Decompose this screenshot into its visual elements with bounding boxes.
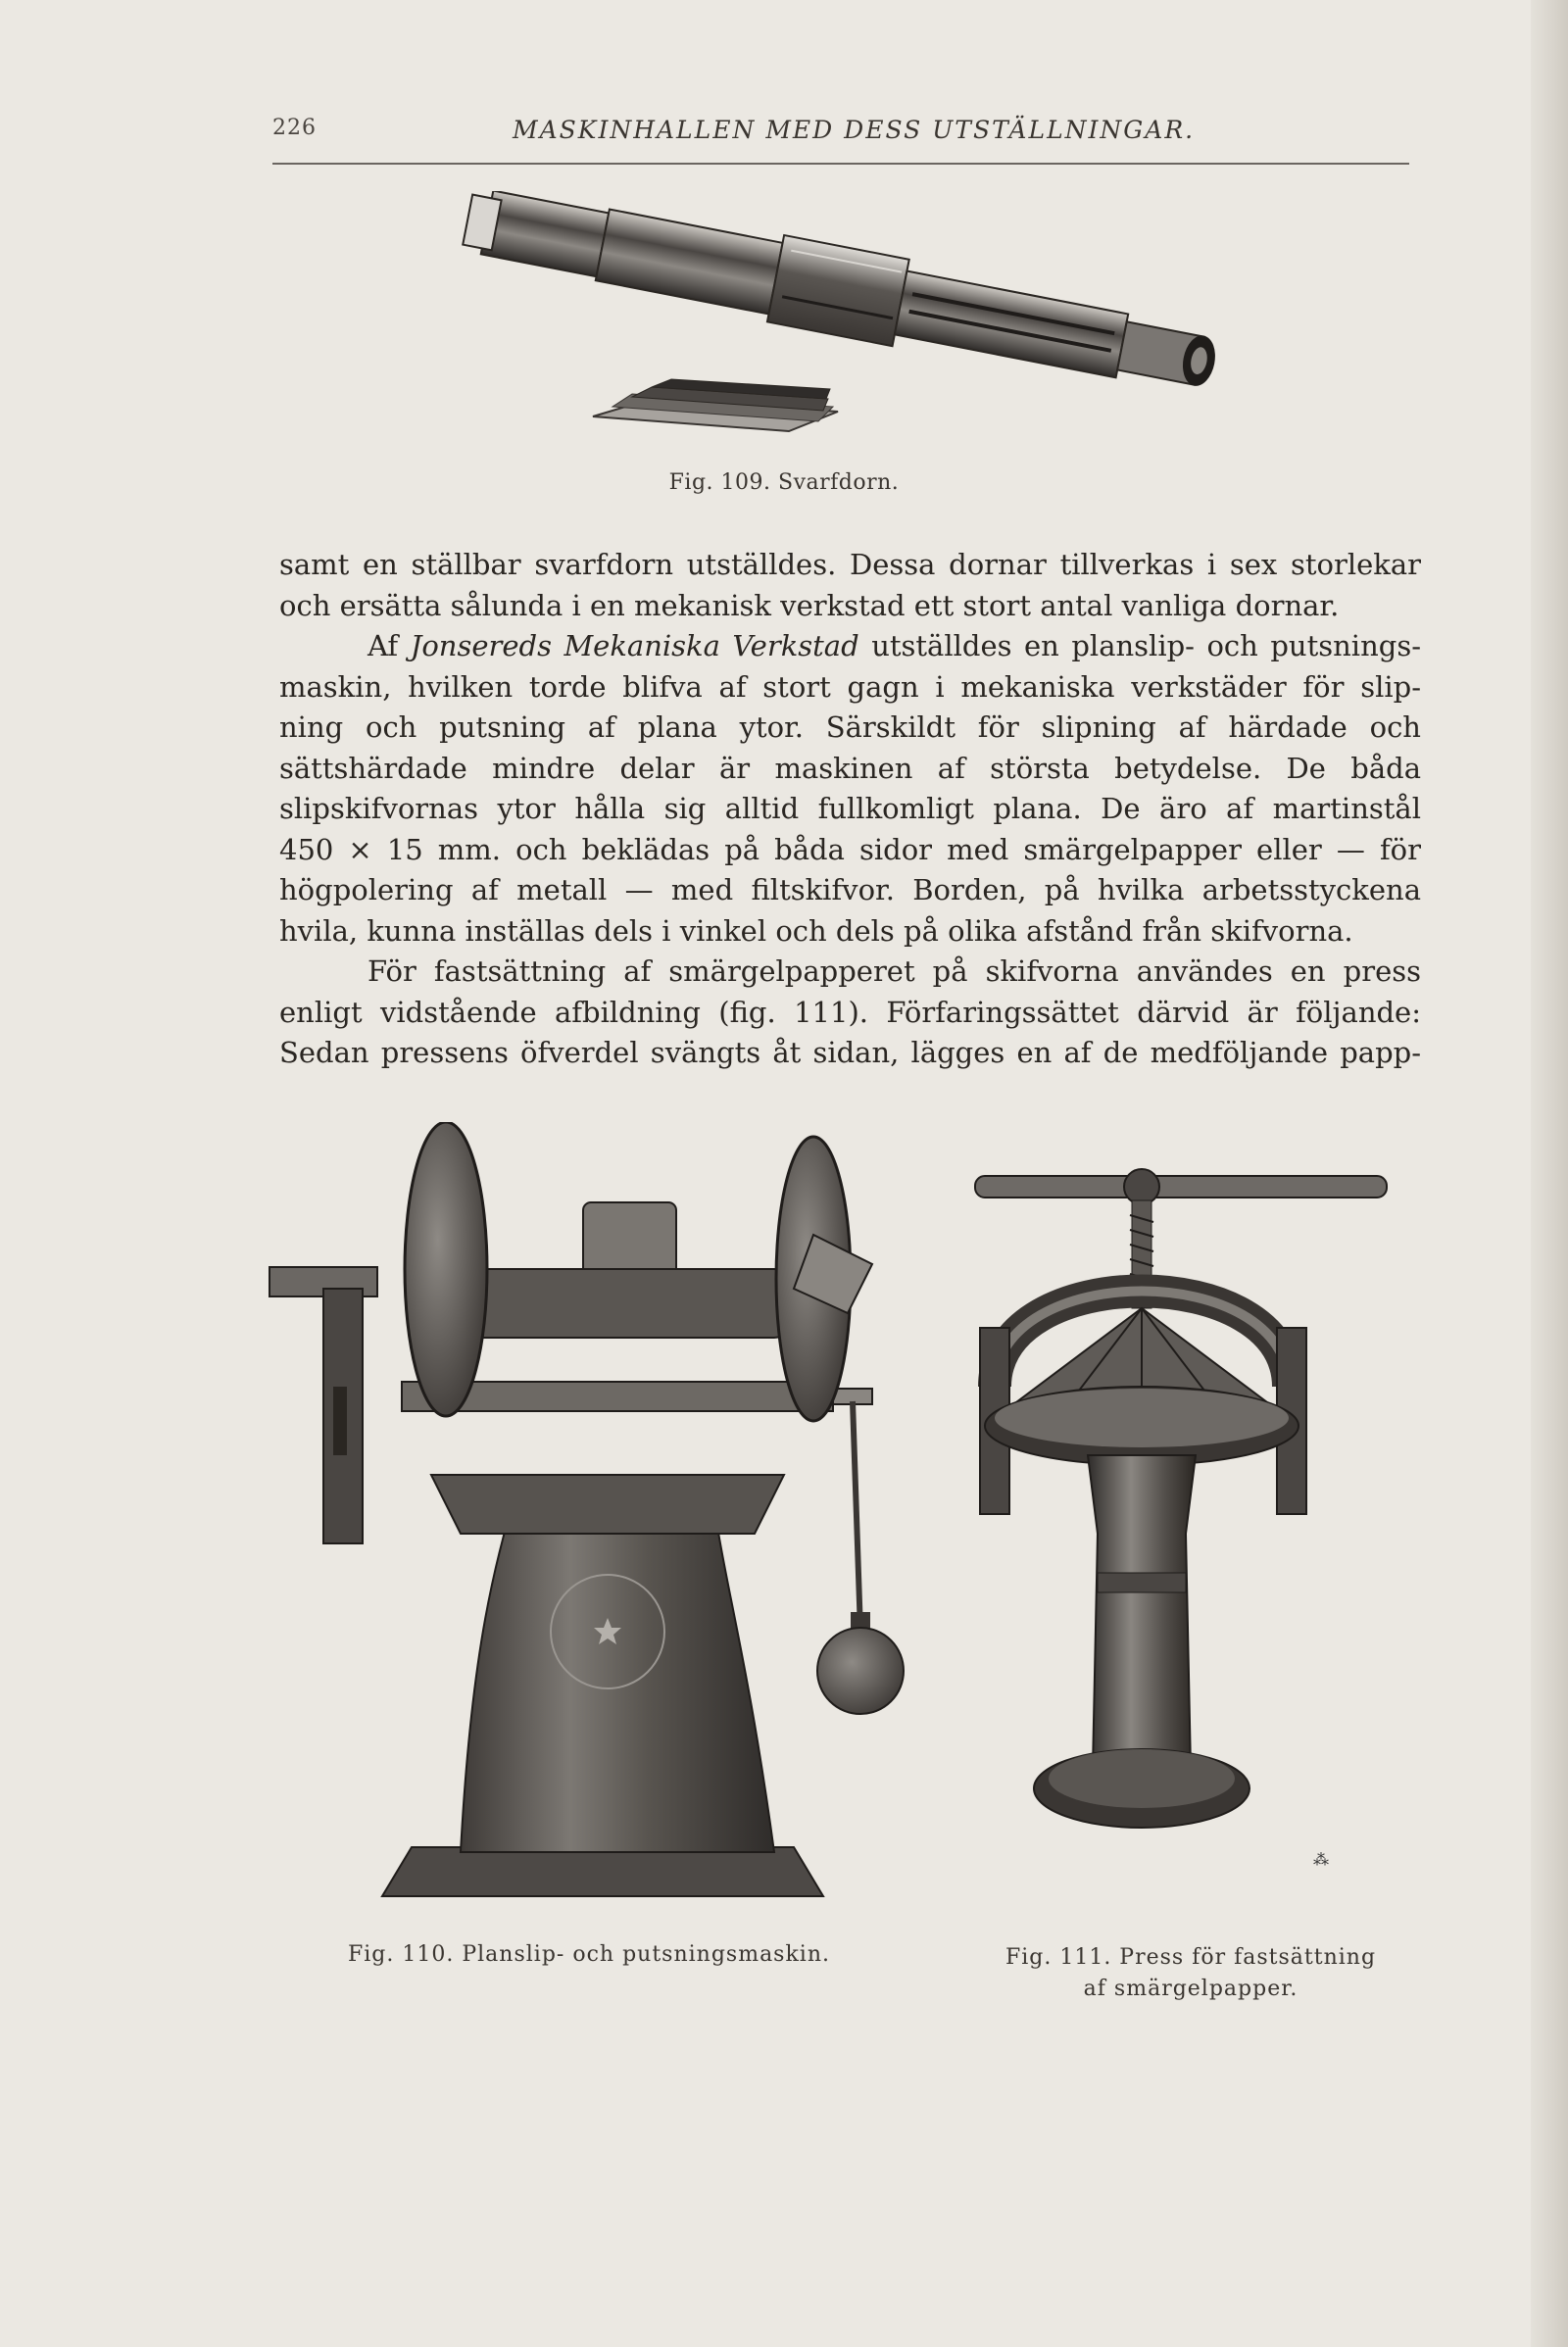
text-line: slipskifvornas ytor hålla sig alltid fullkomligt plana. De äro af martinstål [279,792,1421,825]
mandrel-illustration-icon [446,191,1240,446]
text-line: och ersätta sålunda i en mekanisk verkstad ett stort antal vanliga dornar. [279,588,1340,622]
company-name: Jonsereds Mekaniska Verkstad [410,629,859,662]
text-line: sättshärdade mindre delar är maskinen af största betydelse. De båda [279,751,1421,785]
screw-press-illustration-icon [965,1161,1396,1891]
engraver-mark: ⁂ [1313,1850,1329,1869]
header-rule [272,163,1409,165]
page-edge-shadow [1531,0,1568,2347]
page-number: 226 [272,116,317,140]
running-head [272,116,1409,149]
support-blocks [593,379,838,431]
body-text [279,545,1421,1074]
running-title: MASKINHALLEN MED DESS UTSTÄLLNINGAR. [513,116,1196,144]
text-line: 450 × 15 mm. och beklädas på båda sidor med smärgelpapper eller — för [279,832,1421,866]
text-line: ning och putsning af plana ytor. Särskildt för slipning af härdade och [279,710,1421,744]
text-line: Sedan pressens öfverdel svängts åt sidan, lägges en af de medföljande papp- [279,1036,1421,1069]
figure-111-caption [985,1942,1396,2005]
grinding-machine-illustration-icon [265,1122,970,1906]
text-line: enligt vidstående afbildning (fig. 111). Förfaringssättet därvid är följande: [279,995,1421,1029]
text-line: maskin, hvilken torde blifva af stort gagn i mekaniska verkstäder för slip- [279,669,1421,704]
text-fragment: utställdes en planslip- och putsnings- [871,629,1422,662]
text-line: För fastsättning af smärgelpapperet på skifvorna användes en press [368,954,1421,988]
figure-111-caption-line2: af smärgelpapper. [1083,1977,1298,2001]
text-line: samt en ställbar svarfdorn utställdes. Dessa dornar tillverkas i sex storlekar [279,548,1421,581]
text-line: hvila, kunna inställas dels i vinkel och dels på olika afstånd från skifvorna. [279,913,1353,948]
figure-111-caption-line1: Fig. 111. Press för fastsättning [1004,1945,1377,1970]
text-line [279,626,1421,667]
figure-110-caption: Fig. 110. Planslip- och putsningsmaskin. [348,1942,830,1967]
text-line: högpolering af metall — med filtskifvor. Borden, på hvilka arbetsstyckena [279,873,1421,906]
figure-109-caption: Fig. 109. Svarfdorn. [668,470,900,495]
text-fragment: Af [368,629,399,662]
